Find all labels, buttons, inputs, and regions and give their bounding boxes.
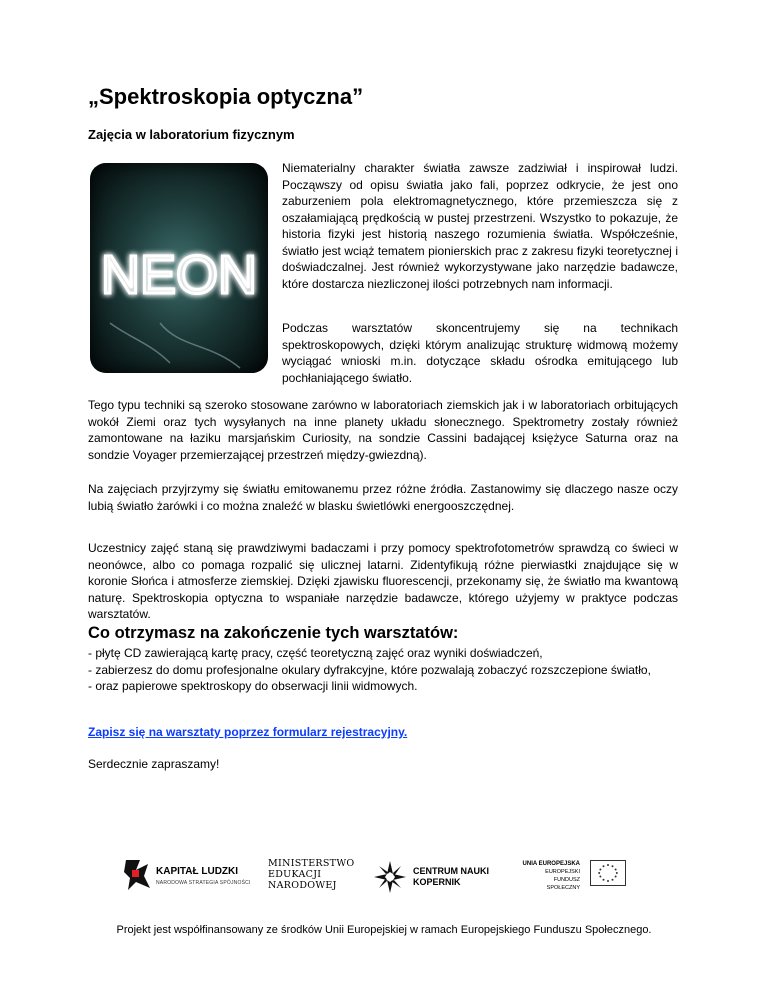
neon-label: NEON <box>100 245 258 305</box>
registration-link[interactable]: Zapisz się na warsztaty poprzez formularz rejestracyjny. <box>88 725 408 739</box>
sources-paragraph: Na zajęciach przyjrzymy się światłu emitowanemu przez różne źródła. Zastanowimy się dlaczego nasze oczy lubią światło żarówki i co można znaleźć w blasku świetlówki energooszczędnej. <box>88 482 678 513</box>
list-item: - oraz papierowe spektroskopy do obserwacji linii widmowych. <box>88 679 418 693</box>
eu-logo <box>522 856 637 898</box>
men-line: NARODOWEJ <box>268 880 337 891</box>
cnk-star-icon <box>373 860 407 894</box>
kapital-ludzki-logo <box>122 856 251 896</box>
cnk-logo <box>373 860 503 894</box>
eu-text <box>522 860 580 892</box>
men-line: MINISTERSTWO <box>268 858 355 869</box>
list-item: - płytę CD zawierającą kartę pracy, część teoretyczną zajęć oraz wyniki doświadczeń, <box>88 646 543 660</box>
cnk-line: CENTRUM NAUKI <box>413 866 489 876</box>
neon-sign-graphic <box>90 163 268 373</box>
benefits-list <box>88 645 678 695</box>
eu-line: FUNDUSZ SPOŁECZNY <box>546 877 580 891</box>
kapital-ludzki-name: KAPITAŁ LUDZKI <box>156 866 239 877</box>
intro-paragraph: Niematerialny charakter światła zawsze zadziwiał i inspirował ludzi. Począwszy od opisu światła jako fali, poprzez odkrycie, że jest ono zaburzeniem pola elektromagnetycznego, które przemieszcza się z oszałamiającą prędkością w pustej przestrzeni. Wszystko to pokazuje, że historia fizyki jest historią naszego rozumienia światła. Współcześnie, światło jest wciąż tematem pionierskich prac z zakresu fizyki teoretycznej i doświadczalnej. Jest również wykorzystywane jako narzędzie badawcze, które dostarcza niezliczonej ilości potrzebnych nam informacji. <box>282 161 678 291</box>
sponsor-logos <box>0 848 768 908</box>
usage-paragraph: Tego typu techniki są szeroko stosowane zarówno w laboratoriach ziemskich jak i w laboratoriach orbitujących wokół Ziemi oraz tych wysyłanych na inne planety układu słonecznego. Spektrometry zostały również zamontowane na łaziku marsjańskim Curiosity, na sondzie Cassini badającej księżyce Saturna oraz na sondzie Voyager przemierzającej przestrzeń między-gwiezdną). <box>88 398 678 462</box>
eu-line: UNIA EUROPEJSKA <box>522 861 580 867</box>
eu-flag-icon <box>590 860 626 886</box>
kapital-ludzki-mark-icon <box>122 858 152 892</box>
list-item: - zabierzesz do domu profesjonalne okulary dyfrakcyjne, które pozwalają zobaczyć rozszczepione światło, <box>88 662 651 677</box>
benefits-heading: Co otrzymasz na zakończenie tych warsztatów: <box>88 624 459 642</box>
workshop-paragraph: Podczas warsztatów skoncentrujemy się na technikach spektroskopowych, dzięki którym analizując strukturę widmową możemy wyciągać wnioski m.in. dotyczące składu ośrodka emitującego lub pochłaniającego światło. <box>282 321 678 385</box>
neon-photo <box>90 163 268 373</box>
footer-note: Projekt jest współfinansowany ze środków Unii Europejskiej w ramach Europejskiego Funduszu Społecznego. <box>116 924 652 936</box>
kapital-ludzki-tagline: NARODOWA STRATEGIA SPÓJNOŚCI <box>156 880 251 886</box>
page-subtitle: Zajęcia w laboratorium fizycznym <box>88 127 295 142</box>
eu-line: EUROPEJSKI <box>545 869 580 875</box>
page-title: „Spektroskopia optyczna” <box>88 84 364 109</box>
men-line: EDUKACJI <box>268 869 322 880</box>
closing-text: Serdecznie zapraszamy! <box>88 757 220 771</box>
participants-paragraph: Uczestnicy zajęć staną się prawdziwymi badaczami i przy pomocy spektrofotometrów sprawdzą co świeci w neonówce, albo co pomaga rozpalić się ulicznej latarni. Zidentyfikują różne pierwiastki znajdujące się w koronie Słońca i atmosferze ziemskiej. Dzięki zjawisku fluorescencji, przekonamy się, że światło ma kwantową naturę. Spektroskopia optyczna to wspaniałe narzędzie badawcze, którego użyjemy w praktyce podczas warsztatów. <box>88 541 678 621</box>
cnk-line: KOPERNIK <box>413 877 461 887</box>
ministerstwo-logo <box>268 858 358 898</box>
